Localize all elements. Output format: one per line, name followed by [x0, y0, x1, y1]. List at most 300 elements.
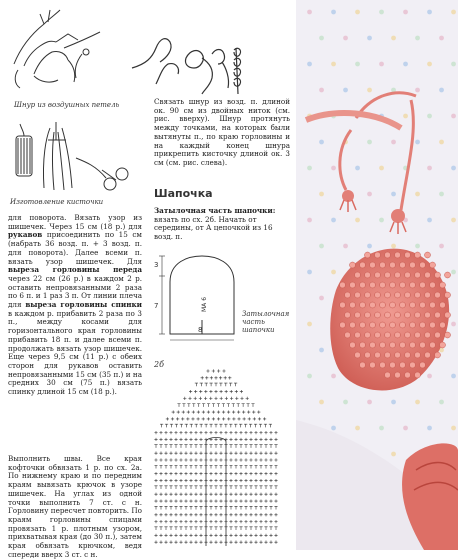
chart-symbol [212, 404, 215, 407]
blanket-dot [319, 36, 324, 41]
chart-symbol [169, 534, 172, 537]
chart-symbol [179, 458, 182, 461]
hat-bobble [415, 372, 421, 378]
chart-symbol [274, 479, 277, 482]
chart-symbol [225, 397, 228, 400]
chart-symbol [209, 424, 212, 427]
hat-bobble [420, 322, 426, 328]
chart-symbol [194, 438, 197, 441]
chart-symbol [269, 458, 272, 461]
blanket-dot [403, 10, 408, 15]
chart-symbol [209, 534, 212, 537]
chart-symbol [274, 493, 277, 496]
chart-symbol [217, 410, 220, 413]
chart-symbol [189, 513, 192, 516]
chart-symbol [164, 431, 167, 434]
chart-symbol [239, 506, 242, 509]
chart-symbol [197, 410, 200, 413]
chart-symbol [190, 424, 193, 427]
blanket-dot [415, 36, 420, 41]
chart-symbol [229, 458, 232, 461]
chart-symbol [258, 417, 261, 420]
chart-symbol [244, 445, 247, 448]
chart-symbol [244, 458, 247, 461]
chart-symbol [254, 445, 257, 448]
chart-symbol [219, 465, 222, 468]
chart-symbol [194, 486, 197, 489]
chart-symbol [164, 506, 167, 509]
chart-symbol [189, 506, 192, 509]
chart-symbol [227, 417, 230, 420]
chart-symbol [174, 452, 177, 455]
chart-symbol [159, 527, 162, 530]
hat-bobble [360, 342, 366, 348]
blanket-dot [379, 426, 384, 431]
chart-symbol [200, 383, 203, 386]
chart-symbol [259, 465, 262, 468]
blanket-dot [439, 88, 444, 93]
chart-symbol [159, 458, 162, 461]
chart-symbol [199, 513, 202, 516]
chart-symbol [174, 431, 177, 434]
chart-symbol [274, 520, 277, 523]
chart-symbol [174, 499, 177, 502]
hat-bobble [420, 342, 426, 348]
chart-symbol [174, 520, 177, 523]
chart-symbol [209, 513, 212, 516]
chart-symbol [244, 472, 247, 475]
chart-symbol [244, 465, 247, 468]
chart-symbol [189, 493, 192, 496]
chart-symbol [192, 410, 195, 413]
chart-symbol [264, 431, 267, 434]
blanket-dot [367, 400, 372, 405]
emphasis-back-neckline: выреза горловины спинки [25, 300, 142, 310]
hat-bobble [345, 292, 351, 298]
chart-symbol [199, 534, 202, 537]
chart-symbol [249, 493, 252, 496]
chart-symbol [204, 397, 207, 400]
chart-symbol [274, 541, 277, 544]
chart-symbol [189, 486, 192, 489]
tassel-illustration [6, 118, 142, 196]
chart-symbol [214, 506, 217, 509]
blanket-dot [451, 218, 456, 223]
chart-symbol [195, 424, 198, 427]
chart-symbol [239, 534, 242, 537]
chart-symbol [194, 465, 197, 468]
chart-symbol [274, 452, 277, 455]
hat-bobble [425, 312, 431, 318]
chart-symbol [229, 452, 232, 455]
hat-bobble [385, 352, 391, 358]
chart-symbol [194, 472, 197, 475]
chart-symbol [164, 493, 167, 496]
chart-symbol [214, 438, 217, 441]
text-run: присоединить по 15 см (набрать 36 возд. п. + 3 возд. п. для поворота). Далее всеми п. вязать узор шишечек. Для [8, 230, 142, 266]
chart-symbol [214, 465, 217, 468]
chart-symbol [229, 541, 232, 544]
chart-symbol [154, 493, 157, 496]
chart-symbol [184, 520, 187, 523]
chart-symbol [246, 397, 249, 400]
hat-bobble [410, 302, 416, 308]
chart-symbol [249, 445, 252, 448]
hat-bobble [415, 352, 421, 358]
blanket-dot [379, 218, 384, 223]
chart-symbol [264, 424, 267, 427]
hat-bobble [395, 352, 401, 358]
blanket-dot [319, 296, 324, 301]
hat-bobble [405, 372, 411, 378]
chart-symbol [159, 520, 162, 523]
chart-symbol [189, 452, 192, 455]
section-title-hat: Шапочка [154, 187, 213, 200]
hat-bobble [435, 332, 441, 338]
chart-symbol [274, 472, 277, 475]
chart-symbol [254, 520, 257, 523]
chart-symbol [254, 486, 257, 489]
chart-symbol [199, 390, 202, 393]
chart-symbol [217, 404, 220, 407]
hat-bobble [410, 362, 416, 368]
chart-symbol [164, 438, 167, 441]
hat-bobble [370, 322, 376, 328]
blanket-dot [307, 166, 312, 171]
hat-bobble [430, 342, 436, 348]
chart-symbol [229, 445, 232, 448]
blanket-dot [307, 10, 312, 15]
chart-symbol [269, 541, 272, 544]
chart-symbol [184, 541, 187, 544]
blanket-dot [307, 270, 312, 275]
chart-symbol [239, 431, 242, 434]
chart-symbol [179, 520, 182, 523]
blanket-dot [439, 400, 444, 405]
chart-symbol [169, 458, 172, 461]
chart-symbol [274, 486, 277, 489]
chart-symbol [254, 541, 257, 544]
blanket-dot [367, 244, 372, 249]
blanket-dot [451, 270, 456, 275]
chart-symbol [244, 499, 247, 502]
chart-symbol [251, 404, 254, 407]
hat-bobble [395, 312, 401, 318]
chart-symbol [263, 417, 266, 420]
chart-symbol [194, 499, 197, 502]
hat-bobble [370, 342, 376, 348]
chart-symbol [229, 499, 232, 502]
hat-subheading-bold: Затылочная часть шапочки: [154, 206, 276, 215]
chart-symbol [249, 452, 252, 455]
chart-symbol [228, 376, 231, 379]
chart-symbol [239, 499, 242, 502]
chart-symbol [194, 534, 197, 537]
chart-symbol [179, 493, 182, 496]
hat-bobble [420, 302, 426, 308]
chart-symbol [219, 383, 222, 386]
chart-symbol [169, 513, 172, 516]
chart-symbol [264, 534, 267, 537]
chart-symbol [244, 438, 247, 441]
blanket-dot [415, 88, 420, 93]
chart-symbol [274, 499, 277, 502]
chart-symbol [214, 513, 217, 516]
chart-symbol [259, 479, 262, 482]
product-photo [296, 0, 458, 550]
chart-symbol [209, 397, 212, 400]
hat-bobble [395, 292, 401, 298]
chart-symbol [154, 520, 157, 523]
chart-symbol [207, 404, 210, 407]
hat-subheading [154, 207, 290, 242]
chart-symbol [269, 493, 272, 496]
chart-symbol [274, 465, 277, 468]
chart-symbol [174, 465, 177, 468]
chart-symbol [154, 438, 157, 441]
blanket-dot [355, 218, 360, 223]
hat-bobble [350, 282, 356, 288]
chart-symbol [229, 486, 232, 489]
hat-bobble [415, 252, 421, 258]
chart-symbol [254, 431, 257, 434]
chart-symbol [259, 506, 262, 509]
blanket-dot [355, 166, 360, 171]
chart-symbol [209, 541, 212, 544]
chart-symbol [234, 527, 237, 530]
hat-subheading-text: вязать по сх. 2б. Начать от середины, от А цепочкой из 16 возд. п. [154, 214, 273, 242]
chart-symbol [259, 541, 262, 544]
dim-top: 3 [154, 261, 159, 269]
chart-symbol [274, 445, 277, 448]
chart-symbol [234, 424, 237, 427]
dim-inner: МА 6 [201, 296, 208, 312]
chart-symbol [237, 404, 240, 407]
chart-symbol [189, 465, 192, 468]
left-body-paragraph-1 [8, 214, 142, 397]
chart-symbol [184, 465, 187, 468]
chart-symbol [244, 527, 247, 530]
chart-symbol [222, 417, 225, 420]
blanket-dot [319, 192, 324, 197]
chart-symbol [207, 410, 210, 413]
chart-symbol [189, 499, 192, 502]
chart-symbol [159, 445, 162, 448]
chart-symbol [249, 534, 252, 537]
chart-symbol [184, 534, 187, 537]
chart-symbol [259, 513, 262, 516]
blanket-dot [331, 218, 336, 223]
chart-symbol [234, 452, 237, 455]
chart-symbol [219, 458, 222, 461]
chart-symbol [199, 479, 202, 482]
chart-symbol [264, 527, 267, 530]
hat-bobble [440, 302, 446, 308]
chart-symbol [239, 452, 242, 455]
chart-symbol [175, 424, 178, 427]
chart-symbol [219, 541, 222, 544]
chart-symbol [229, 424, 232, 427]
chart-symbol [269, 499, 272, 502]
chart-symbol [219, 431, 222, 434]
chart-symbol [239, 493, 242, 496]
middle-column [150, 0, 293, 550]
chart-symbol [159, 479, 162, 482]
chart-symbol [219, 486, 222, 489]
chart-symbol [196, 417, 199, 420]
chart-symbol [169, 479, 172, 482]
chart-symbol [159, 493, 162, 496]
chart-symbol [169, 431, 172, 434]
blanket-dot [427, 166, 432, 171]
chart-symbol [179, 438, 182, 441]
chart-symbol [169, 486, 172, 489]
chart-symbol [254, 472, 257, 475]
chart-symbol [194, 431, 197, 434]
hat-bobble [405, 252, 411, 258]
chart-symbol [249, 513, 252, 516]
chart-symbol [199, 520, 202, 523]
chart-symbol [214, 520, 217, 523]
cord-caption: Шнур из воздушных петель [14, 101, 120, 109]
blanket-dot [331, 426, 336, 431]
blanket-dot [343, 88, 348, 93]
chart-symbol [154, 541, 157, 544]
chart-symbol [229, 534, 232, 537]
blanket-dot [415, 140, 420, 145]
chart-symbol [209, 390, 212, 393]
chart-symbol [234, 465, 237, 468]
chart-symbol [154, 527, 157, 530]
blanket-dot [379, 62, 384, 67]
chart-symbol [244, 513, 247, 516]
hat-bobble [375, 312, 381, 318]
blanket-dot [427, 374, 432, 379]
chart-symbol [209, 499, 212, 502]
chart-symbol [234, 541, 237, 544]
chart-symbol [244, 479, 247, 482]
chart-symbol [214, 458, 217, 461]
chart-symbol [194, 452, 197, 455]
chart-symbol [154, 445, 157, 448]
chart-symbol [184, 431, 187, 434]
chart-symbol [204, 390, 207, 393]
chart-symbol [249, 527, 252, 530]
chart-symbol [259, 520, 262, 523]
hat-bobble [405, 312, 411, 318]
chart-symbol [219, 472, 222, 475]
chart-symbol [274, 438, 277, 441]
chart-symbol [252, 410, 255, 413]
hat-bobble [430, 282, 436, 288]
hat-bobble [340, 322, 346, 328]
hat-bobble [445, 292, 451, 298]
chart-symbol [254, 465, 257, 468]
chart-symbol [229, 383, 232, 386]
hat-bobble [370, 282, 376, 288]
chart-symbol [210, 383, 213, 386]
chart-symbol [269, 527, 272, 530]
chart-symbol [227, 410, 230, 413]
hat-bobble [405, 332, 411, 338]
chart-symbol [207, 417, 210, 420]
hat-bobble [445, 332, 451, 338]
chart-symbol [169, 506, 172, 509]
chart-symbol [232, 404, 235, 407]
chart-symbol [205, 376, 208, 379]
chart-symbol [199, 452, 202, 455]
blanket-dot [403, 114, 408, 119]
chart-symbol [264, 452, 267, 455]
chart-symbol [234, 493, 237, 496]
chart-symbol [209, 431, 212, 434]
chart-symbol [194, 506, 197, 509]
chart-symbol [212, 369, 215, 372]
chart-symbol [184, 472, 187, 475]
blanket-dot [379, 166, 384, 171]
chart-symbol [164, 534, 167, 537]
chart-symbol [174, 445, 177, 448]
chart-symbol [184, 479, 187, 482]
chart-symbol [264, 465, 267, 468]
chart-symbol [234, 520, 237, 523]
hat-bobble [410, 342, 416, 348]
chart-symbol [172, 410, 175, 413]
hat-bobble [355, 272, 361, 278]
chart-symbol [202, 417, 205, 420]
chart-symbol [249, 486, 252, 489]
chart-symbol [154, 506, 157, 509]
chart-symbol [194, 397, 197, 400]
chart-symbol [259, 438, 262, 441]
chart-symbol [197, 404, 200, 407]
chart-symbol [189, 438, 192, 441]
hat-bobble [365, 252, 371, 258]
hat-bobble [360, 322, 366, 328]
chart-symbol [217, 417, 220, 420]
blanket-dot [451, 426, 456, 431]
chart-symbol [254, 506, 257, 509]
blanket-dot [403, 62, 408, 67]
chart-symbol [269, 445, 272, 448]
chart-symbol [253, 417, 256, 420]
hat-bobble [360, 282, 366, 288]
chart-symbol [244, 506, 247, 509]
chart-symbol [254, 438, 257, 441]
chart-symbol [209, 472, 212, 475]
chart-symbol [191, 417, 194, 420]
chart-symbol [249, 472, 252, 475]
chart-symbol [259, 486, 262, 489]
chart-symbol [254, 479, 257, 482]
chart-symbol [269, 479, 272, 482]
chart-symbol [254, 452, 257, 455]
crochet-chart-2b [150, 362, 293, 550]
hat-bobble [360, 362, 366, 368]
hat-bobble [355, 332, 361, 338]
dim-bottom: 8 [198, 326, 203, 334]
chart-symbol [264, 499, 267, 502]
chart-symbol [212, 417, 215, 420]
chart-symbol [249, 424, 252, 427]
chart-symbol [222, 410, 225, 413]
hat-bobble [370, 302, 376, 308]
blanket-dot [319, 244, 324, 249]
hat-bobble [370, 362, 376, 368]
hat-bobble [430, 262, 436, 268]
hat-bobble [395, 332, 401, 338]
hat-bobble [355, 352, 361, 358]
